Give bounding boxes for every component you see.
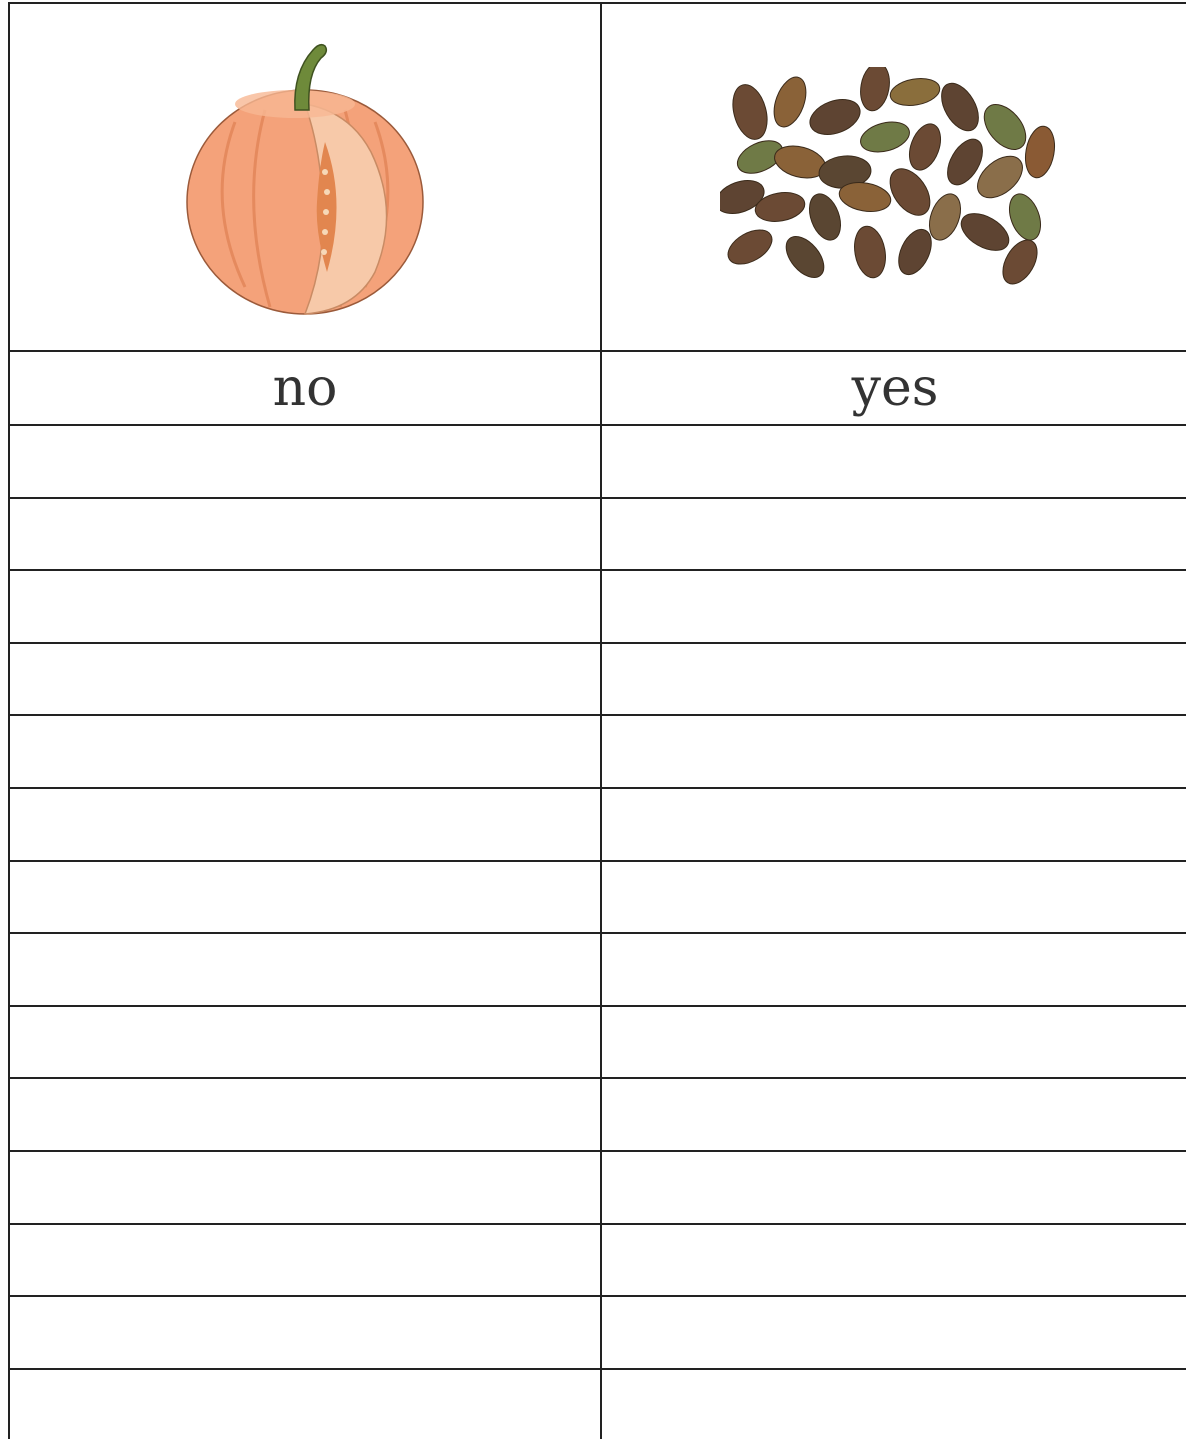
grid-line <box>10 424 1186 426</box>
grid-line <box>10 1077 1186 1079</box>
column-label-no: no <box>272 358 338 418</box>
column-label-yes: yes <box>851 358 939 418</box>
pumpkin-icon <box>175 32 435 322</box>
answer-cell-yes[interactable] <box>602 426 1186 497</box>
answer-cell-yes[interactable] <box>602 716 1186 787</box>
answer-cell-no[interactable] <box>10 1225 600 1296</box>
answer-cell-no[interactable] <box>10 1079 600 1150</box>
answer-cell-yes[interactable] <box>602 862 1186 933</box>
grid-line <box>10 1150 1186 1152</box>
answer-cell-yes[interactable] <box>602 1152 1186 1223</box>
sorting-worksheet <box>8 2 1186 1439</box>
grid-line <box>10 787 1186 789</box>
answer-cell-no[interactable] <box>10 862 600 933</box>
grid-line <box>10 569 1186 571</box>
answer-cell-yes[interactable] <box>602 1370 1186 1441</box>
grid-line <box>10 1368 1186 1370</box>
answer-cell-no[interactable] <box>10 1370 600 1441</box>
image-cell-no <box>10 4 600 350</box>
grid-line <box>10 350 1186 352</box>
answer-cell-yes[interactable] <box>602 571 1186 642</box>
answer-cell-no[interactable] <box>10 716 600 787</box>
answer-cell-yes[interactable] <box>602 789 1186 860</box>
grid-line <box>10 932 1186 934</box>
pumpkin-seeds-icon <box>720 67 1070 287</box>
answer-cell-yes[interactable] <box>602 934 1186 1005</box>
grid-line <box>10 1295 1186 1297</box>
image-cell-yes <box>602 4 1186 350</box>
answer-cell-no[interactable] <box>10 789 600 860</box>
grid-line <box>10 642 1186 644</box>
answer-cell-no[interactable] <box>10 1007 600 1078</box>
answer-cell-yes[interactable] <box>602 1225 1186 1296</box>
answer-cell-no[interactable] <box>10 644 600 715</box>
answer-cell-yes[interactable] <box>602 1007 1186 1078</box>
answer-cell-no[interactable] <box>10 1297 600 1368</box>
grid-line <box>10 714 1186 716</box>
answer-cell-yes[interactable] <box>602 499 1186 570</box>
answer-cell-yes[interactable] <box>602 644 1186 715</box>
answer-cell-yes[interactable] <box>602 1079 1186 1150</box>
answer-cell-no[interactable] <box>10 934 600 1005</box>
answer-cell-no[interactable] <box>10 1152 600 1223</box>
answer-cell-no[interactable] <box>10 571 600 642</box>
grid-line <box>10 1223 1186 1225</box>
grid-line <box>10 1005 1186 1007</box>
answer-cell-no[interactable] <box>10 499 600 570</box>
answer-cell-yes[interactable] <box>602 1297 1186 1368</box>
answer-cell-no[interactable] <box>10 426 600 497</box>
grid-line <box>10 860 1186 862</box>
grid-line <box>10 497 1186 499</box>
